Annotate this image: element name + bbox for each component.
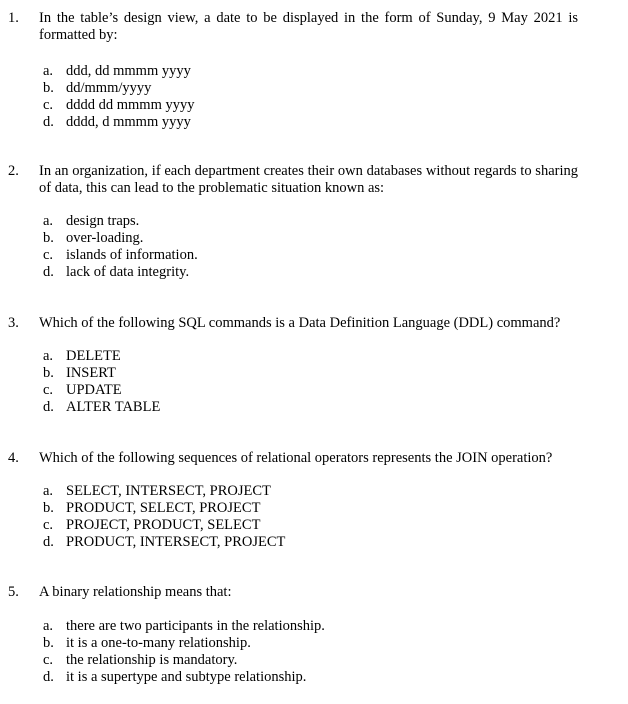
question-number: 4. [8, 450, 19, 466]
option-c [43, 247, 198, 264]
option-text: DELETE [66, 348, 121, 364]
option-letter: a. [43, 63, 54, 79]
option-b [43, 80, 195, 97]
option-text: PROJECT, PRODUCT, SELECT [66, 517, 261, 533]
question-number: 1. [8, 10, 19, 26]
question-3-options [43, 348, 160, 416]
question-2-options [43, 213, 198, 281]
question-1-options [43, 63, 195, 131]
question-number: 5. [8, 584, 19, 600]
option-text: dd/mmm/yyyy [66, 80, 152, 96]
option-letter: d. [43, 669, 54, 685]
option-letter: b. [43, 365, 54, 381]
option-text: it is a one-to-many relationship. [66, 635, 251, 651]
option-letter: d. [43, 264, 54, 280]
question-text: A binary relationship means that: [39, 584, 232, 600]
question-4-options [43, 483, 285, 551]
option-b [43, 635, 325, 652]
question-text: Which of the following SQL commands is a Data Definition Language (DDL) command? [39, 315, 561, 331]
question-number: 2. [8, 163, 19, 179]
option-c [43, 652, 325, 669]
question-number: 3. [8, 315, 19, 331]
option-text: dddd, d mmmm yyyy [66, 114, 191, 130]
option-c [43, 517, 285, 534]
option-letter: d. [43, 399, 54, 415]
question-text: In an organization, if each department creates their own databases without regards to sharing of data, this can lead to the problematic situation known as: [39, 163, 578, 196]
option-letter: c. [43, 517, 54, 533]
option-a [43, 618, 325, 635]
option-letter: c. [43, 97, 54, 113]
option-letter: c. [43, 382, 54, 398]
question-text: In the table’s design view, a date to be displayed in the form of Sunday, 9 May 2021 is formatted by: [39, 10, 578, 43]
option-text: lack of data integrity. [66, 264, 190, 280]
option-letter: a. [43, 213, 54, 229]
option-text: ALTER TABLE [66, 399, 161, 415]
option-letter: b. [43, 230, 54, 246]
option-b [43, 500, 285, 517]
option-d [43, 264, 198, 281]
option-text: the relationship is mandatory. [66, 652, 238, 668]
option-text: it is a supertype and subtype relationship. [66, 669, 307, 685]
option-text: over-loading. [66, 230, 144, 246]
option-letter: c. [43, 652, 54, 668]
option-a [43, 483, 285, 500]
option-letter: a. [43, 483, 54, 499]
option-text: PRODUCT, SELECT, PROJECT [66, 500, 261, 516]
option-letter: c. [43, 247, 54, 263]
option-d [43, 669, 325, 686]
option-c [43, 382, 160, 399]
option-letter: b. [43, 635, 54, 651]
option-d [43, 399, 160, 416]
option-text: PRODUCT, INTERSECT, PROJECT [66, 534, 286, 550]
option-text: design traps. [66, 213, 140, 229]
option-d [43, 114, 195, 131]
option-text: there are two participants in the relationship. [66, 618, 325, 634]
option-text: ddd, dd mmmm yyyy [66, 63, 191, 79]
question-text: Which of the following sequences of relational operators represents the JOIN operation? [39, 450, 553, 466]
option-d [43, 534, 285, 551]
option-letter: a. [43, 348, 54, 364]
question-5-options [43, 618, 325, 686]
option-text: SELECT, INTERSECT, PROJECT [66, 483, 271, 499]
option-text: INSERT [66, 365, 116, 381]
option-a [43, 348, 160, 365]
option-text: UPDATE [66, 382, 122, 398]
option-letter: b. [43, 500, 54, 516]
option-b [43, 365, 160, 382]
option-a [43, 63, 195, 80]
option-b [43, 230, 198, 247]
option-letter: d. [43, 114, 54, 130]
option-text: dddd dd mmmm yyyy [66, 97, 195, 113]
option-text: islands of information. [66, 247, 198, 263]
option-letter: d. [43, 534, 54, 550]
option-a [43, 213, 198, 230]
option-letter: a. [43, 618, 54, 634]
option-c [43, 97, 195, 114]
option-letter: b. [43, 80, 54, 96]
